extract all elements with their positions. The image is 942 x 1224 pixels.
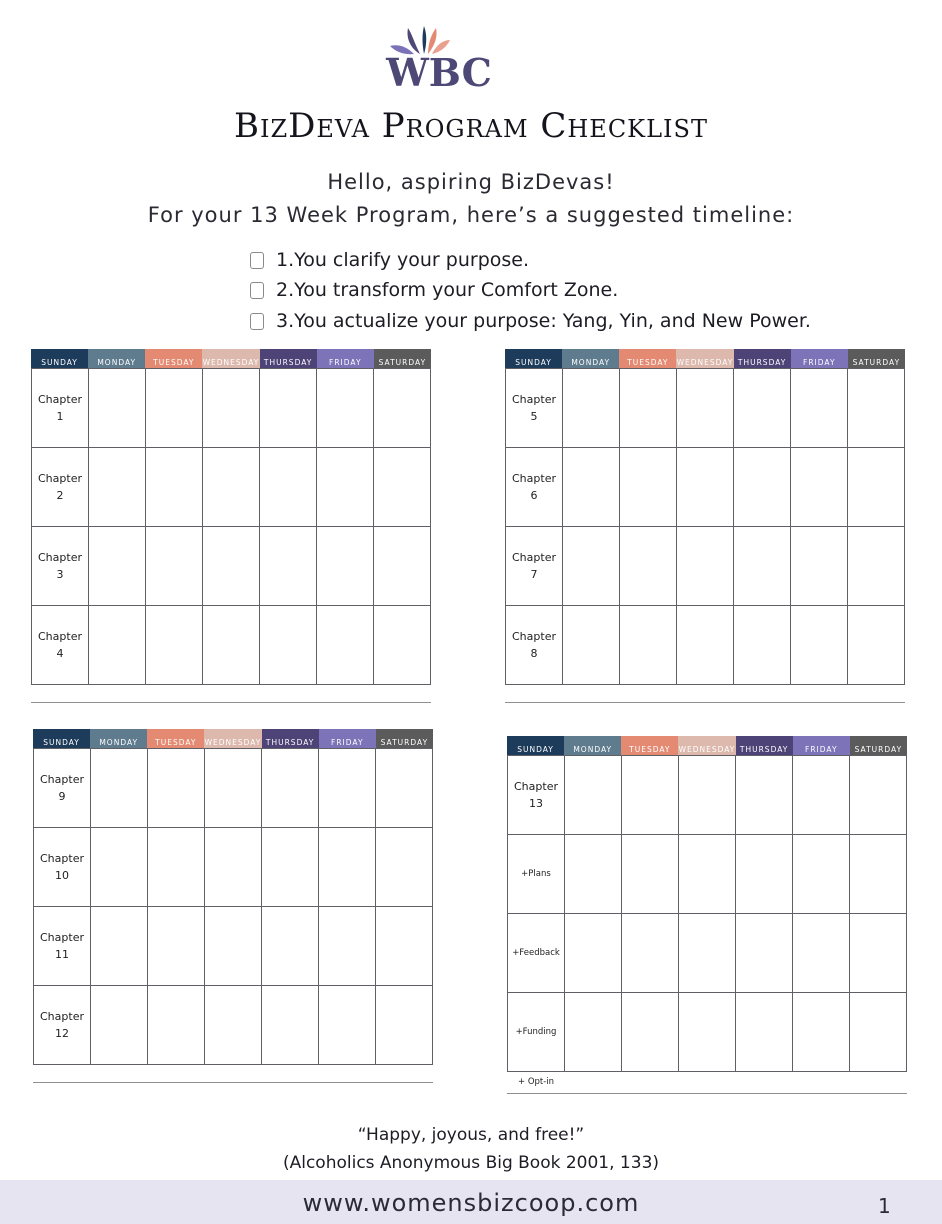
weekday-sunday: SUNDAY [31, 349, 88, 368]
weekday-wednesday: WEDNESDAY [202, 349, 259, 368]
intro-timeline: For your 13 Week Program, here’s a suggested timeline: [147, 203, 795, 227]
day-cell[interactable] [677, 606, 734, 685]
day-cell[interactable] [850, 756, 907, 835]
day-cell[interactable] [793, 756, 850, 835]
weekday-sunday: SUNDAY [505, 349, 562, 368]
day-cell[interactable] [620, 369, 677, 448]
day-cell[interactable] [679, 835, 736, 914]
day-cell[interactable] [91, 986, 148, 1065]
day-cell[interactable] [374, 369, 431, 448]
day-cell[interactable] [565, 756, 622, 835]
day-cell[interactable] [736, 835, 793, 914]
day-cell[interactable] [317, 527, 374, 606]
day-cell[interactable] [563, 527, 620, 606]
day-cell[interactable] [848, 527, 905, 606]
day-cell[interactable] [376, 986, 433, 1065]
row-label-number: 9 [58, 790, 66, 803]
row-label [508, 756, 565, 835]
row-label-number: 2 [56, 489, 64, 502]
day-cell[interactable] [850, 914, 907, 993]
day-cell[interactable] [148, 907, 205, 986]
day-cell[interactable] [146, 448, 203, 527]
divider [507, 1093, 907, 1094]
day-cell[interactable] [677, 527, 734, 606]
checkbox[interactable] [250, 282, 264, 299]
day-cell[interactable] [565, 835, 622, 914]
row-label-text: Chapter [512, 630, 556, 643]
day-cell[interactable] [262, 828, 319, 907]
weekday-sunday: SUNDAY [33, 729, 90, 748]
checklist-item[interactable] [250, 279, 618, 301]
weekday-saturday: SATURDAY [848, 349, 905, 368]
weekday-friday: FRIDAY [793, 736, 850, 755]
row-label-text: Chapter [512, 472, 556, 485]
row-label-number: 4 [56, 647, 64, 660]
weekday-header [507, 736, 907, 755]
weekday-friday: FRIDAY [791, 349, 848, 368]
row-label-text: Chapter [512, 393, 556, 406]
weekday-header [31, 349, 431, 368]
weekday-tuesday: TUESDAY [147, 729, 204, 748]
row-label-number: 10 [54, 869, 69, 882]
day-cell[interactable] [848, 606, 905, 685]
day-cell[interactable] [205, 828, 262, 907]
day-cell[interactable] [622, 756, 679, 835]
row-label-text: Chapter [514, 780, 558, 793]
row-label-text: +Plans [521, 868, 551, 879]
day-cell[interactable] [620, 606, 677, 685]
row-label [506, 606, 563, 685]
footer [0, 1180, 942, 1224]
day-cell[interactable] [793, 914, 850, 993]
day-cell[interactable] [376, 907, 433, 986]
day-cell[interactable] [848, 369, 905, 448]
day-cell[interactable] [793, 835, 850, 914]
row-label [34, 828, 91, 907]
day-cell[interactable] [622, 835, 679, 914]
weekday-tuesday: TUESDAY [619, 349, 676, 368]
weekday-saturday: SATURDAY [374, 349, 431, 368]
row-label [506, 448, 563, 527]
day-cell[interactable] [89, 369, 146, 448]
day-cell[interactable] [622, 914, 679, 993]
day-cell[interactable] [146, 527, 203, 606]
day-cell[interactable] [260, 527, 317, 606]
day-cell[interactable] [376, 828, 433, 907]
day-cell[interactable] [91, 907, 148, 986]
day-cell[interactable] [205, 907, 262, 986]
wbc-logo [384, 24, 494, 94]
row-label-text: Chapter [40, 931, 84, 944]
day-cell[interactable] [734, 606, 791, 685]
logo-wordmark: WBC [386, 50, 492, 95]
day-cell[interactable] [677, 448, 734, 527]
divider [33, 1082, 433, 1083]
day-cell[interactable] [620, 448, 677, 527]
day-cell[interactable] [848, 448, 905, 527]
row-label [34, 907, 91, 986]
weekday-friday: FRIDAY [319, 729, 376, 748]
day-cell[interactable] [146, 369, 203, 448]
day-cell[interactable] [203, 527, 260, 606]
row-label-number: 1 [56, 410, 64, 423]
checkbox[interactable] [250, 313, 264, 330]
weekday-tuesday: TUESDAY [621, 736, 678, 755]
day-cell[interactable] [736, 756, 793, 835]
day-cell[interactable] [563, 606, 620, 685]
day-cell[interactable] [148, 986, 205, 1065]
day-cell[interactable] [679, 993, 736, 1072]
page-title: BizDeva Program Checklist [234, 106, 708, 146]
weekday-wednesday: WEDNESDAY [204, 729, 261, 748]
row-label [32, 369, 89, 448]
row-label-text: Chapter [40, 852, 84, 865]
checklist-label: 1.You clarify your purpose. [276, 249, 530, 271]
row-label [32, 448, 89, 527]
day-cell[interactable] [736, 993, 793, 1072]
weekday-monday: MONDAY [564, 736, 621, 755]
row-label-text: Chapter [38, 472, 82, 485]
row-label-text: +Funding [515, 1026, 557, 1037]
checklist-item[interactable] [250, 249, 529, 271]
quote: “Happy, joyous, and free!” [357, 1125, 585, 1145]
weekday-header [33, 729, 433, 748]
day-cell[interactable] [262, 907, 319, 986]
day-cell[interactable] [850, 993, 907, 1072]
day-cell[interactable] [565, 914, 622, 993]
day-cell[interactable] [317, 606, 374, 685]
day-cell[interactable] [736, 914, 793, 993]
day-cell[interactable] [317, 369, 374, 448]
weekday-thursday: THURSDAY [736, 736, 793, 755]
row-label-number: 13 [528, 797, 543, 810]
day-cell[interactable] [205, 749, 262, 828]
row-label [506, 527, 563, 606]
row-label-text: +Feedback [512, 947, 560, 958]
row-label-text: Chapter [40, 773, 84, 786]
weekday-wednesday: WEDNESDAY [676, 349, 733, 368]
row-label-text: Chapter [40, 1010, 84, 1023]
calendar-body [507, 755, 907, 1072]
row-label-number: 6 [530, 489, 538, 502]
row-label [508, 835, 565, 914]
row-label [506, 369, 563, 448]
day-cell[interactable] [146, 606, 203, 685]
row-label [34, 986, 91, 1065]
day-cell[interactable] [203, 606, 260, 685]
divider [505, 702, 905, 703]
row-label-number: 3 [56, 568, 64, 581]
day-cell[interactable] [622, 993, 679, 1072]
day-cell[interactable] [734, 369, 791, 448]
weekday-saturday: SATURDAY [850, 736, 907, 755]
divider [31, 702, 431, 703]
checkbox[interactable] [250, 252, 264, 269]
day-cell[interactable] [563, 448, 620, 527]
day-cell[interactable] [89, 448, 146, 527]
checklist-label: 3.You actualize your purpose: Yang, Yin, and New Power. [276, 310, 811, 332]
checklist-item[interactable] [250, 310, 811, 332]
row-label-number: 8 [530, 647, 538, 660]
day-cell[interactable] [319, 828, 376, 907]
day-cell[interactable] [260, 369, 317, 448]
day-cell[interactable] [563, 369, 620, 448]
day-cell[interactable] [319, 907, 376, 986]
weekday-sunday: SUNDAY [507, 736, 564, 755]
day-cell[interactable] [148, 749, 205, 828]
weekday-monday: MONDAY [88, 349, 145, 368]
weekday-header [505, 349, 905, 368]
quote-citation: (Alcoholics Anonymous Big Book 2001, 133) [282, 1153, 660, 1173]
weekday-monday: MONDAY [90, 729, 147, 748]
weekday-thursday: THURSDAY [262, 729, 319, 748]
day-cell[interactable] [89, 527, 146, 606]
calendar-grid [33, 729, 433, 1065]
row-label-number: 12 [54, 1027, 69, 1040]
day-cell[interactable] [679, 756, 736, 835]
day-cell[interactable] [850, 835, 907, 914]
day-cell[interactable] [791, 369, 848, 448]
day-cell[interactable] [791, 448, 848, 527]
day-cell[interactable] [374, 606, 431, 685]
day-cell[interactable] [91, 828, 148, 907]
day-cell[interactable] [262, 749, 319, 828]
row-label-number: 7 [530, 568, 538, 581]
row-label [32, 606, 89, 685]
day-cell[interactable] [319, 986, 376, 1065]
weekday-friday: FRIDAY [317, 349, 374, 368]
day-cell[interactable] [620, 527, 677, 606]
weekday-wednesday: WEDNESDAY [678, 736, 735, 755]
calendar-grid [507, 736, 907, 1072]
footer-url[interactable]: www.womensbizcoop.com [302, 1189, 640, 1217]
calendar-grid [505, 349, 905, 685]
day-cell[interactable] [203, 369, 260, 448]
day-cell[interactable] [205, 986, 262, 1065]
weekday-thursday: THURSDAY [260, 349, 317, 368]
checklist-label: 2.You transform your Comfort Zone. [276, 279, 619, 301]
day-cell[interactable] [791, 527, 848, 606]
day-cell[interactable] [374, 527, 431, 606]
day-cell[interactable] [734, 527, 791, 606]
weekday-tuesday: TUESDAY [145, 349, 202, 368]
row-label-number: 5 [530, 410, 538, 423]
day-cell[interactable] [791, 606, 848, 685]
row-label [34, 749, 91, 828]
day-cell[interactable] [677, 369, 734, 448]
day-cell[interactable] [91, 749, 148, 828]
day-cell[interactable] [89, 606, 146, 685]
day-cell[interactable] [734, 448, 791, 527]
day-cell[interactable] [374, 448, 431, 527]
day-cell[interactable] [148, 828, 205, 907]
day-cell[interactable] [260, 606, 317, 685]
intro-greeting: Hello, aspiring BizDevas! [327, 170, 615, 194]
row-label [508, 993, 565, 1072]
opt-in-note: + Opt-in [518, 1077, 555, 1087]
day-cell[interactable] [376, 749, 433, 828]
page-number: 1 [878, 1194, 891, 1218]
day-cell[interactable] [262, 986, 319, 1065]
day-cell[interactable] [260, 448, 317, 527]
day-cell[interactable] [319, 749, 376, 828]
weekday-thursday: THURSDAY [734, 349, 791, 368]
calendar-grid [31, 349, 431, 685]
day-cell[interactable] [317, 448, 374, 527]
day-cell[interactable] [793, 993, 850, 1072]
row-label-text: Chapter [38, 551, 82, 564]
row-label-text: Chapter [512, 551, 556, 564]
weekday-saturday: SATURDAY [376, 729, 433, 748]
calendar-body [505, 368, 905, 685]
calendar-body [33, 748, 433, 1065]
row-label [508, 914, 565, 993]
day-cell[interactable] [679, 914, 736, 993]
day-cell[interactable] [203, 448, 260, 527]
row-label [32, 527, 89, 606]
row-label-text: Chapter [38, 393, 82, 406]
row-label-text: Chapter [38, 630, 82, 643]
row-label-number: 11 [54, 948, 69, 961]
calendar-body [31, 368, 431, 685]
weekday-monday: MONDAY [562, 349, 619, 368]
day-cell[interactable] [565, 993, 622, 1072]
